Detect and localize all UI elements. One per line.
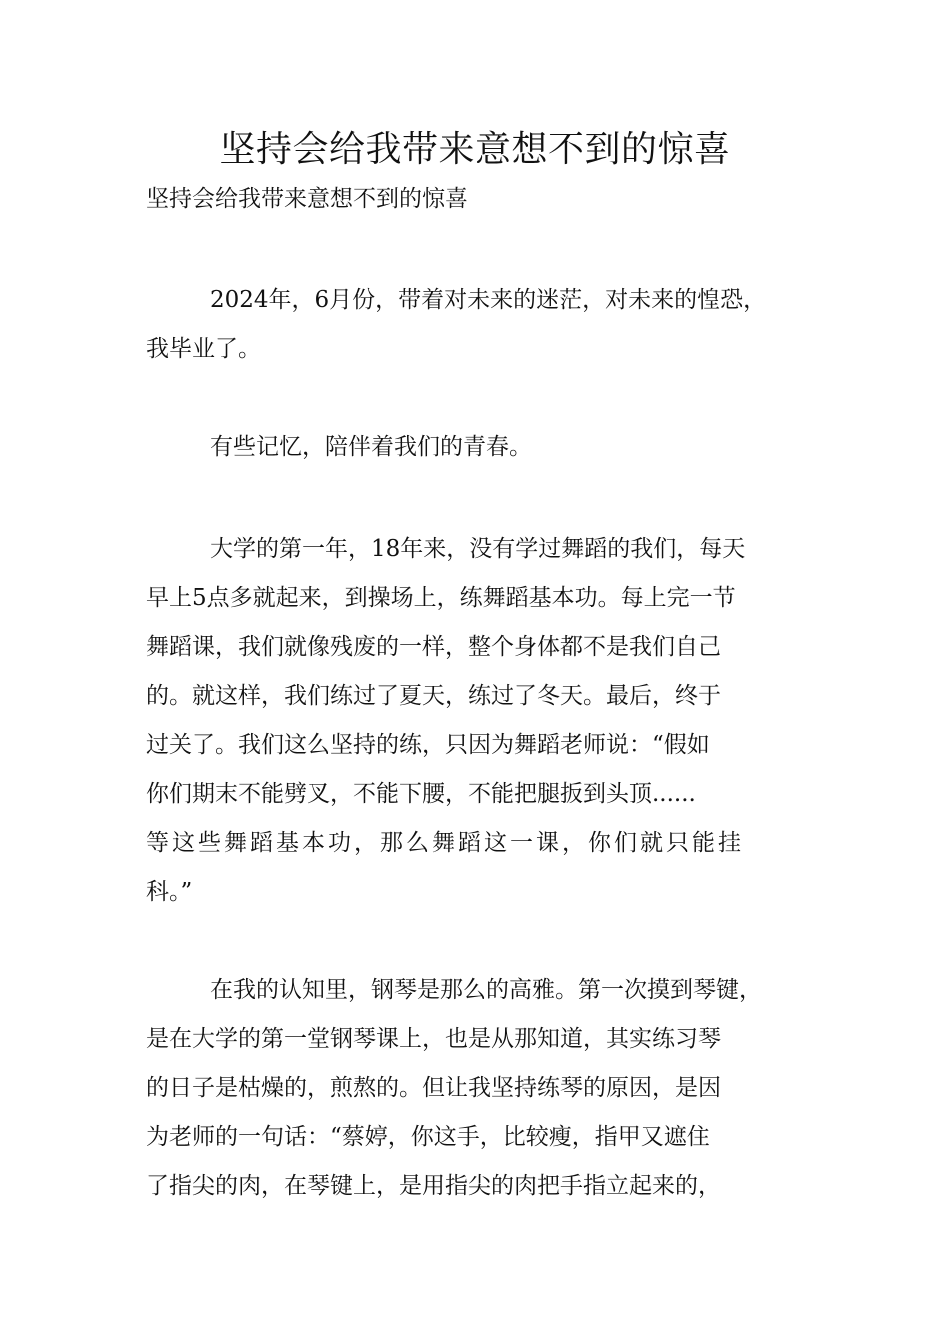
paragraph-memories <box>146 423 810 472</box>
paragraph-line: 大学的第一年，18年来，没有学过舞蹈的我们，每天 <box>210 536 746 562</box>
paragraph-line: 为老师的一句话：“蔡婷，你这手，比较瘦，指甲又遮住 <box>146 1124 710 1150</box>
paragraph-dance <box>146 525 810 917</box>
document-subtitle: 坚持会给我带来意想不到的惊喜 <box>146 186 468 212</box>
paragraph-line: 等这些舞蹈基本功，那么舞蹈这一课，你们就只能挂 <box>146 830 744 856</box>
paragraph-line: 你们期末不能劈叉，不能下腰，不能把腿扳到头顶...... <box>146 781 696 807</box>
paragraph-line: 有些记忆，陪伴着我们的青春。 <box>210 434 532 460</box>
paragraph-line: 在我的认知里，钢琴是那么的高雅。第一次摸到琴键， <box>210 977 762 1003</box>
paragraph-line: 是在大学的第一堂钢琴课上，也是从那知道，其实练习琴 <box>146 1026 721 1052</box>
paragraph-line: 过关了。我们这么坚持的练，只因为舞蹈老师说：“假如 <box>146 732 710 758</box>
paragraph-line: 我毕业了。 <box>146 336 261 362</box>
paragraph-line: 2024年，6月份，带着对未来的迷茫，对未来的惶恐， <box>210 287 767 313</box>
paragraph-line: 的。就这样，我们练过了夏天，练过了冬天。最后，终于 <box>146 683 721 709</box>
paragraph-line: 早上5点多就起来，到操场上，练舞蹈基本功。每上完一节 <box>146 585 736 611</box>
paragraph-line: 舞蹈课，我们就像残废的一样，整个身体都不是我们自己 <box>146 634 721 660</box>
paragraph-piano <box>146 966 810 1211</box>
document-title: 坚持会给我带来意想不到的惊喜 <box>219 129 731 170</box>
paragraph-graduation <box>146 276 810 374</box>
paragraph-line: 的日子是枯燥的，煎熬的。但让我坚持练琴的原因，是因 <box>146 1075 721 1101</box>
paragraph-line: 科。” <box>146 879 193 905</box>
paragraph-line: 了指尖的肉，在琴键上，是用指尖的肉把手指立起来的， <box>146 1173 721 1199</box>
